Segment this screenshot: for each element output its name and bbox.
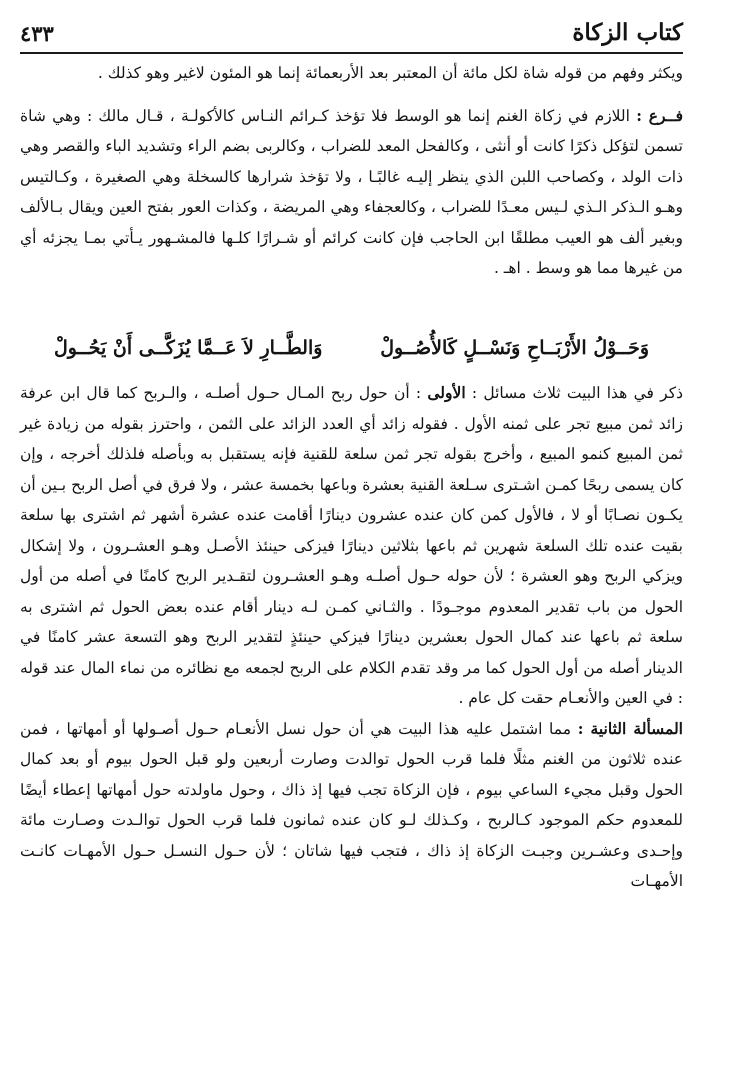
verse-second-hemistich: وَالطَّــارِ لاَ عَــمَّا يُزَكَّــى أَنْ يَحُــولْ	[54, 337, 323, 359]
opening-paragraph: ويكثر وفهم من قوله شاة لكل مائة أن المعتبر بعد الأربعمائة إنما هو المئون لاغير وهو كذلك .	[97, 64, 683, 82]
commentary-paragraph-2	[20, 714, 683, 897]
commentary-text-2: مما اشتمل عليه هذا البيت هي أن حول نسل الأنعـام حـول أصـولها أو أمهاتها ، فمن عنده ثلاثون من الغنم مثلًا فلما قرب الحول توالدت وصارت أربعين ولو قبل الحول بيوم أو بعد كمال الحول وقبل مجيء الساعي بيوم ، فإن الزكاة تجب فيها إذ ذاك ، وحول ماولدته حول أمهاتها إعطاء أيضًا للمعدوم حكم الموجود كـالربح ، وكـذلك لـو كان عنده ثمانون فلما قرب الحول توالـدت وصـارت مائة وإحـدى وعشـرين وجبـت الزكاة إذ ذاك ، فتجب فيها شاتان ؛ لأن حـول النسـل حـول الأمهـات كانـت الأمهـات	[20, 719, 683, 890]
verse-first-hemistich: وَحَــوْلُ الأَرْبَــاحِ وَنَسْــلٍ كَالأُصُــولْ	[380, 337, 649, 359]
first-issue-lead: الأولى	[427, 383, 466, 402]
second-issue-lead: المسألة الثانية :	[577, 718, 683, 738]
commentary-paragraph-1	[20, 378, 683, 714]
far-text: اللازم في زكاة الغنم إنما هو الوسط فلا تؤخذ كـرائم النـاس كالأكولـة ، قـال مالك : وهي شاة تسمن لتؤكل ذكرًا كانت أو أنثى ، وكالفحل المعد للضراب ، وكالربى بضم الراء وتشديد الباء والقصر وهي ذات الولد ، وكصاحب اللبن الذي ينظر إليـه غالبًـا ، ولا تؤخذ شرارها كالسخلة وهي الصغيرة ، وكـالتيس وهـو الـذكر الـذي لـيس معـدًا للضراب ، وكالعجفاء وهي المريضة ، وكذات العور بفتح العين ويقال بـالألف وبغير ألف هو العيب مطلقًا ابن الحاجب فإن كانت كرائم أو شـرارًا كلـها فالمشـهور يـأتي بمـا يجزئه أي من غيرها مما هو وسط . اهـ .	[20, 106, 683, 277]
far-lead: فــرع :	[636, 105, 683, 125]
commentary-intro: ذكر في هذا البيت ثلاث مسائل :	[465, 384, 683, 402]
header-rule	[20, 52, 683, 54]
upper-text-block	[20, 58, 683, 284]
running-header	[20, 8, 683, 46]
chapter-title: كتاب الزكاة	[572, 19, 683, 46]
commentary-text-1: : أن حول ربح المـال حـول أصلـه ، والـربح كما قال ابن عرفة زائد ثمن مبيع تجر على ثمنه الأول . فقوله زائد أي العدد الزائد على الثمن ، واحترز بقوله من زيادة غير ثمن المبيع كنمو المبيع ، وأخرج بقوله تجر ثمن سلعة للقنية فإنه يستقبل به وبأصله فلذلك أخرجه ، وإن كان يسمى ربحًا كمـن اشـترى سـلعة القنية بعشرة وباعها بخمسة عشر ، ولا فرق في أصل الربح بـين أن يكـون نصـابًا أو لا ، فالأول كمن كان عنده عشرون دينارًا أقامت عنده عشرة أشهر ثم اشترى بها سلعة بقيت عنده تلك السلعة شهرين ثم باعها بثلاثين دينارًا فيزكى حينئذ الأصـل وهـو العشـرون ، ولا إشكال ويزكي الربح وهو العشرة ؛ لأن حوله حـول أصلـه وهـو العشـرون لتقـدير الربح كامنًا في أصله من أول الحول من باب تقدير المعدوم موجـودًا . والثـاني كمـن لـه دينار أقام عنده بعض الحول ثم اشترى به سلعة ثم باعها عند كمال الحول بعشرين دينارًا فيزكي حينئذٍ لتقدير الربح وهو التسعة عشر كامنًا في الدينار أصله من أول الحول كما مر وقد تقدم الكلام على الربح لجمعه مع نظائره من نماء المال عند قوله : في العين والأنعـام حقت كل عام .	[20, 384, 683, 707]
lower-text-block	[20, 378, 683, 897]
page-number: ٤٣٣	[20, 21, 54, 46]
far-paragraph	[20, 101, 683, 284]
verse-line	[20, 330, 683, 366]
